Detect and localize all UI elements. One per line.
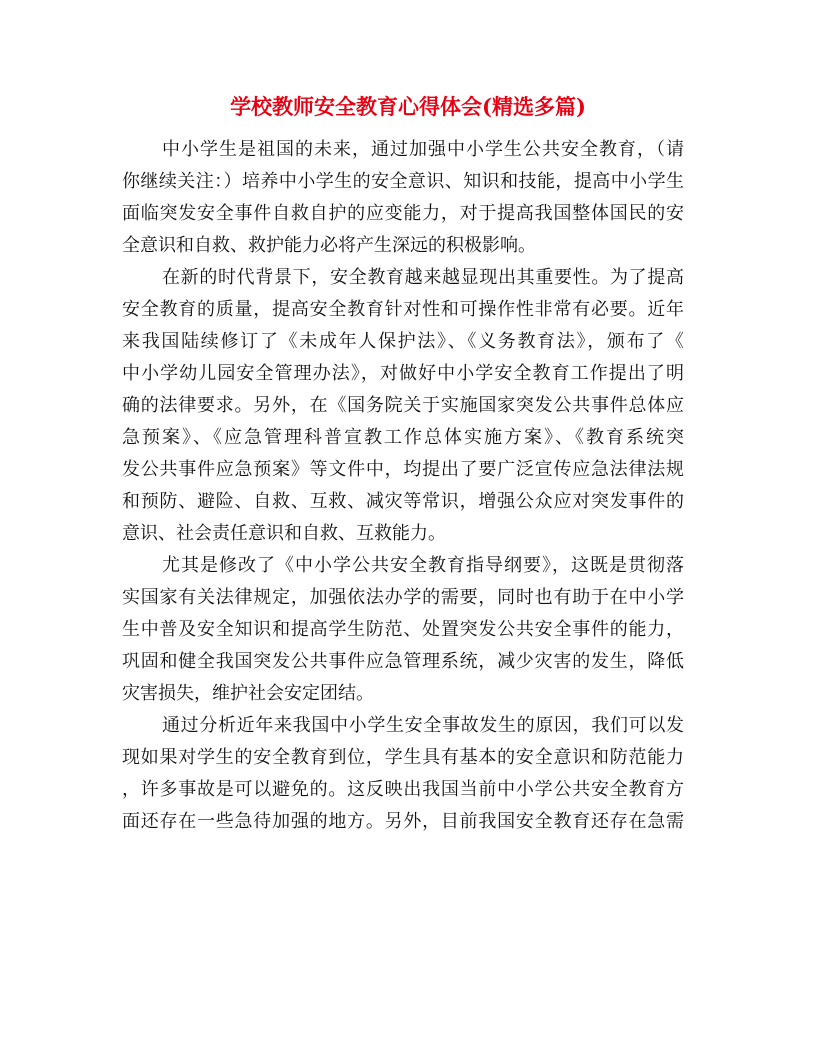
text-line: 灾害损失，维护社会安定团结。 (122, 683, 374, 704)
text-line: 现如果对学生的安全教育到位，学生具有基本的安全意识和防范能力 (122, 747, 684, 768)
text-line: 中小学幼儿园安全管理办法》，对做好中小学安全教育工作提出了明 (122, 363, 684, 384)
text-line: 面还存在一些急待加强的地方。另外，目前我国安全教育还存在急需 (122, 811, 684, 832)
document-body (122, 134, 684, 838)
text-line: 急预案》、《应急管理科普宣教工作总体实施方案》、《教育系统突 (122, 427, 684, 448)
paragraph (122, 550, 684, 710)
text-line: 全意识和自救、救护能力必将产生深远的积极影响。 (122, 235, 536, 256)
text-line: 尤其是修改了《中小学公共安全教育指导纲要》，这既是贯彻落 (162, 555, 684, 576)
paragraph (122, 262, 684, 550)
text-line: 生中普及安全知识和提高学生防范、处置突发公共安全事件的能力， (122, 619, 684, 640)
text-line: 面临突发安全事件自救自护的应变能力，对于提高我国整体国民的安 (122, 203, 684, 224)
text-line: 发公共事件应急预案》等文件中，均提出了要广泛宣传应急法律法规 (122, 459, 684, 480)
text-line: 来我国陆续修订了《未成年人保护法》、《义务教育法》，颁布了《 (122, 331, 684, 352)
text-line: 通过分析近年来我国中小学生安全事故发生的原因，我们可以发 (162, 715, 684, 736)
paragraph (122, 134, 684, 262)
text-line: 意识、社会责任意识和自救、互救能力。 (122, 523, 446, 544)
text-line: 安全教育的质量，提高安全教育针对性和可操作性非常有必要。近年 (122, 299, 684, 320)
text-line: 实国家有关法律规定，加强依法办学的需要，同时也有助于在中小学 (122, 587, 684, 608)
text-line: 在新的时代背景下，安全教育越来越显现出其重要性。为了提高 (162, 267, 684, 288)
paragraph (122, 710, 684, 838)
text-line: 确的法律要求。另外，在《国务院关于实施国家突发公共事件总体应 (122, 395, 684, 416)
text-line: 和预防、避险、自救、互救、减灾等常识，增强公众应对突发事件的 (122, 491, 684, 512)
text-line: ，许多事故是可以避免的。这反映出我国当前中小学公共安全教育方 (122, 779, 684, 800)
text-line: 中小学生是祖国的未来，通过加强中小学生公共安全教育，（请 (162, 139, 684, 160)
text-line: 你继续关注：）培养中小学生的安全意识、知识和技能，提高中小学生 (122, 171, 684, 192)
text-line: 巩固和健全我国突发公共事件应急管理系统，减少灾害的发生，降低 (122, 651, 684, 672)
document-title: 学校教师安全教育心得体会(精选多篇) (230, 94, 586, 119)
